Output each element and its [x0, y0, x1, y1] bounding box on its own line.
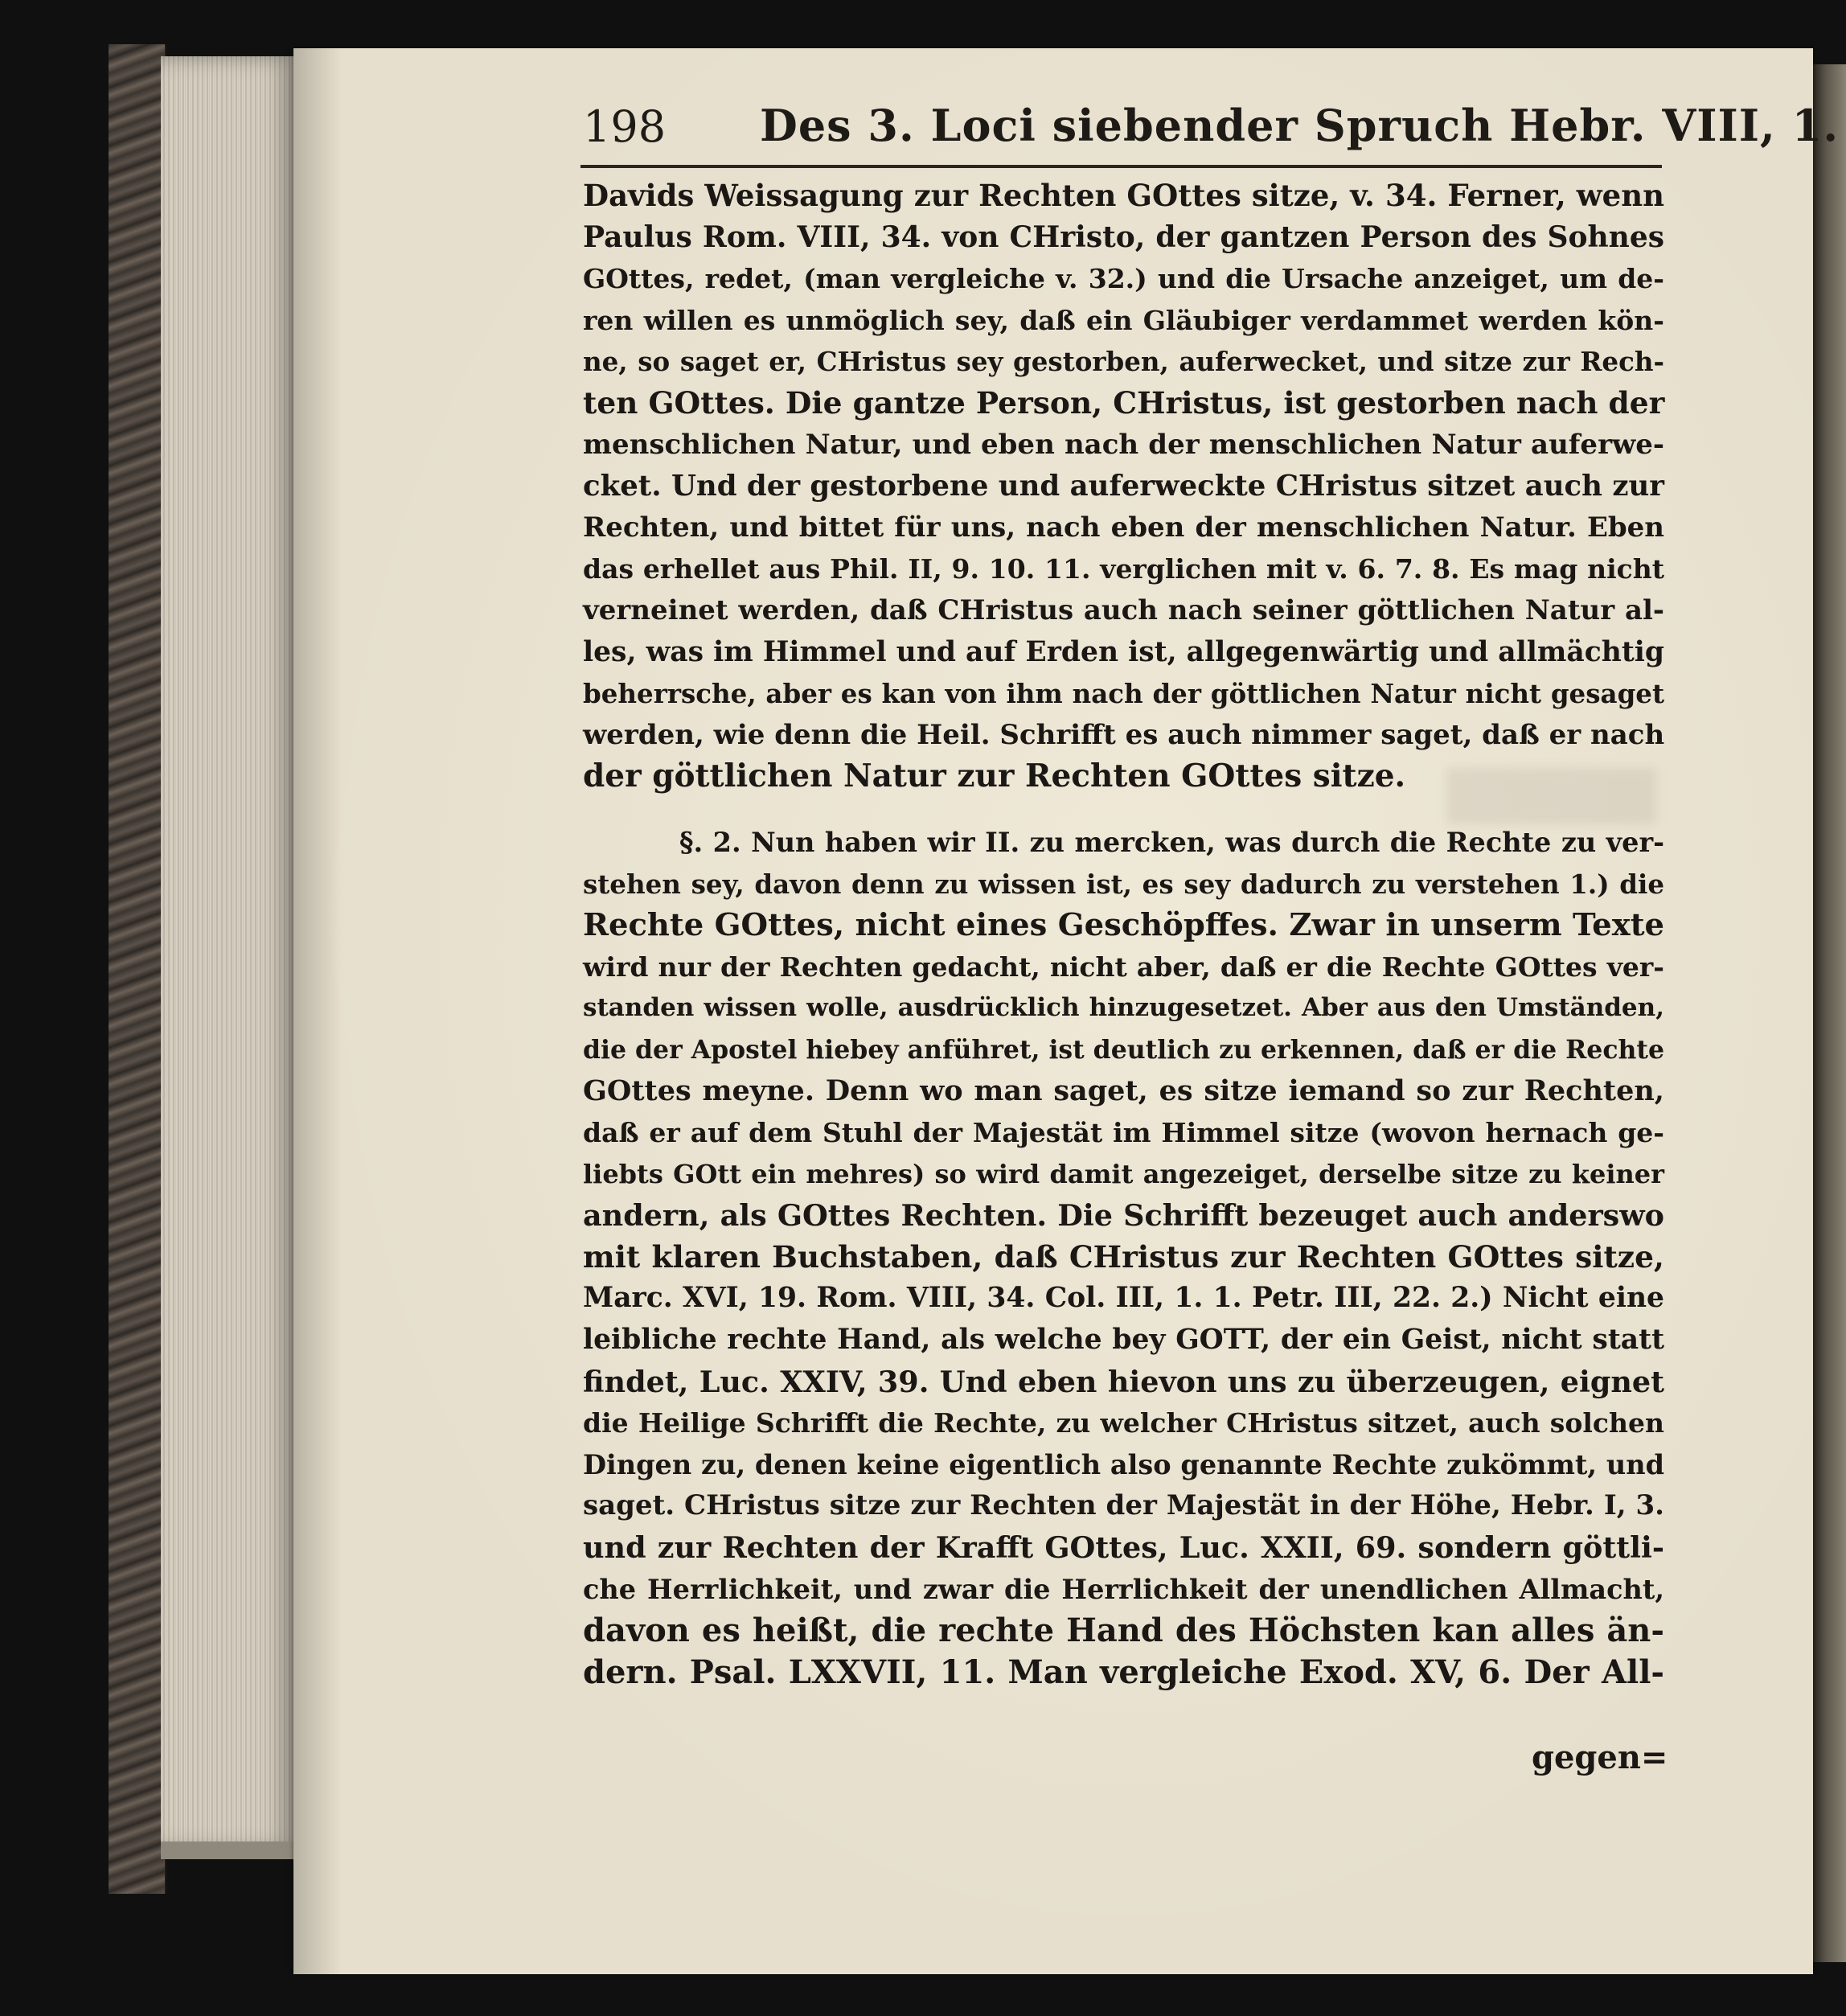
paragraph-gap	[583, 798, 1664, 822]
text-line: beherrsche, aber es kan von ihm nach der göttlichen Natur nicht gesaget	[583, 678, 1664, 710]
text-line: §. 2. Nun haben wir II. zu mercken, was durch die Rechte zu ver-	[679, 826, 1664, 858]
text-line: liebts GOtt ein mehres) so wird damit angezeiget, derselbe sitze zu keiner	[583, 1158, 1664, 1189]
text-line: dern. Psal. LXXVII, 11. Man vergleiche Exod. XV, 6. Der All-	[583, 1653, 1664, 1691]
text-line: andern, als GOttes Rechten. Die Schrifft bezeuget auch anderswo	[583, 1198, 1664, 1234]
text-line: ren willen es unmöglich sey, daß ein Gläubiger verdammet werden kön-	[583, 304, 1664, 336]
text-line: Davids Weissagung zur Rechten GOttes sitze, v. 34. Ferner, wenn	[583, 178, 1664, 213]
page-body	[583, 175, 1664, 1693]
text-line: GOttes, redet, (man vergleiche v. 32.) und die Ursache anzeiget, um de-	[583, 263, 1664, 295]
page-number: 198	[583, 101, 667, 152]
text-line: Rechte GOttes, nicht eines Geschöpffes. Zwar in unserm Texte	[583, 907, 1664, 944]
header-rule	[580, 165, 1662, 168]
text-line: Paulus Rom. VIII, 34. von CHristo, der gantzen Person des Sohnes	[583, 220, 1664, 254]
page-header	[583, 95, 1840, 159]
text-line: werden, wie denn die Heil. Schrifft es auch nimmer saget, daß er nach	[583, 718, 1665, 751]
marbled-cover	[109, 44, 166, 1894]
text-line: ten GOttes. Die gantze Person, CHristus, ist gestorben nach der	[583, 384, 1665, 421]
text-line: stehen sey, davon denn zu wissen ist, es sey dadurch zu verstehen 1.) die	[583, 868, 1664, 900]
text-line: das erhellet aus Phil. II, 9. 10. 11. verglichen mit v. 6. 7. 8. Es mag nicht	[583, 553, 1664, 585]
facing-page-edge	[1813, 64, 1846, 1962]
catchword: gegen=	[1532, 1739, 1668, 1776]
paragraph-2	[583, 822, 1664, 1693]
text-line: leibliche rechte Hand, als welche bey GOTT, der ein Geist, nicht statt	[583, 1324, 1664, 1357]
text-line: und zur Rechten der Krafft GOttes, Luc. XXII, 69. sondern göttli-	[583, 1530, 1664, 1565]
text-line: Dingen zu, denen keine eigentlich also genannte Rechte zukömmt, und	[583, 1448, 1664, 1480]
text-line: cket. Und der gestorbene und auferweckte CHristus sitzet auch zur	[583, 470, 1664, 503]
text-line: wird nur der Rechten gedacht, nicht aber, daß er die Rechte GOttes ver-	[583, 951, 1664, 983]
text-line: der göttlichen Natur zur Rechten GOttes sitze.	[583, 758, 1406, 795]
text-line: Marc. XVI, 19. Rom. VIII, 34. Col. III, 1. 1. Petr. III, 22. 2.) Nicht eine	[583, 1282, 1664, 1315]
page-edges-bottom	[161, 1841, 297, 1859]
text-line: die Heilige Schrifft die Rechte, zu welcher CHristus sitzet, auch solchen	[583, 1407, 1664, 1439]
text-line: davon es heißt, die rechte Hand des Höchsten kan alles än-	[583, 1612, 1664, 1650]
text-line: menschlichen Natur, und eben nach der menschlichen Natur auferwe-	[583, 428, 1664, 461]
text-line: Rechten, und bittet für uns, nach eben der menschlichen Natur. Eben	[583, 511, 1664, 544]
text-line: GOttes meyne. Denn wo man saget, es sitze iemand so zur Rechten,	[583, 1074, 1664, 1108]
page-edges	[161, 56, 297, 1850]
text-line: mit klaren Buchstaben, daß CHristus zur Rechten GOttes sitze,	[583, 1238, 1664, 1275]
paragraph-1	[583, 175, 1664, 798]
text-line: verneinet werden, daß CHristus auch nach seiner göttlichen Natur al-	[583, 593, 1664, 626]
text-line: saget. CHristus sitze zur Rechten der Majestät in der Höhe, Hebr. I, 3.	[583, 1489, 1664, 1522]
text-line: ne, so saget er, CHristus sey gestorben, auferwecket, und sitze zur Rech-	[583, 346, 1664, 378]
text-line: daß er auf dem Stuhl der Majestät im Himmel sitze (wovon hernach ge-	[583, 1117, 1664, 1149]
text-line: che Herrlichkeit, und zwar die Herrlichkeit der unendlichen Allmacht,	[583, 1573, 1664, 1605]
text-line: les, was im Himmel und auf Erden ist, allgegenwärtig und allmächtig	[583, 635, 1664, 668]
text-line: standen wissen wolle, ausdrücklich hinzugesetzet. Aber aus den Umständen,	[583, 993, 1664, 1023]
text-line: die der Apostel hiebey anführet, ist deutlich zu erkennen, daß er die Rechte	[583, 1034, 1664, 1065]
text-line: findet, Luc. XXIV, 39. Und eben hievon uns zu überzeugen, eignet	[583, 1364, 1664, 1399]
running-head: Des 3. Loci siebender Spruch Hebr. VIII, 1.	[760, 100, 1840, 151]
